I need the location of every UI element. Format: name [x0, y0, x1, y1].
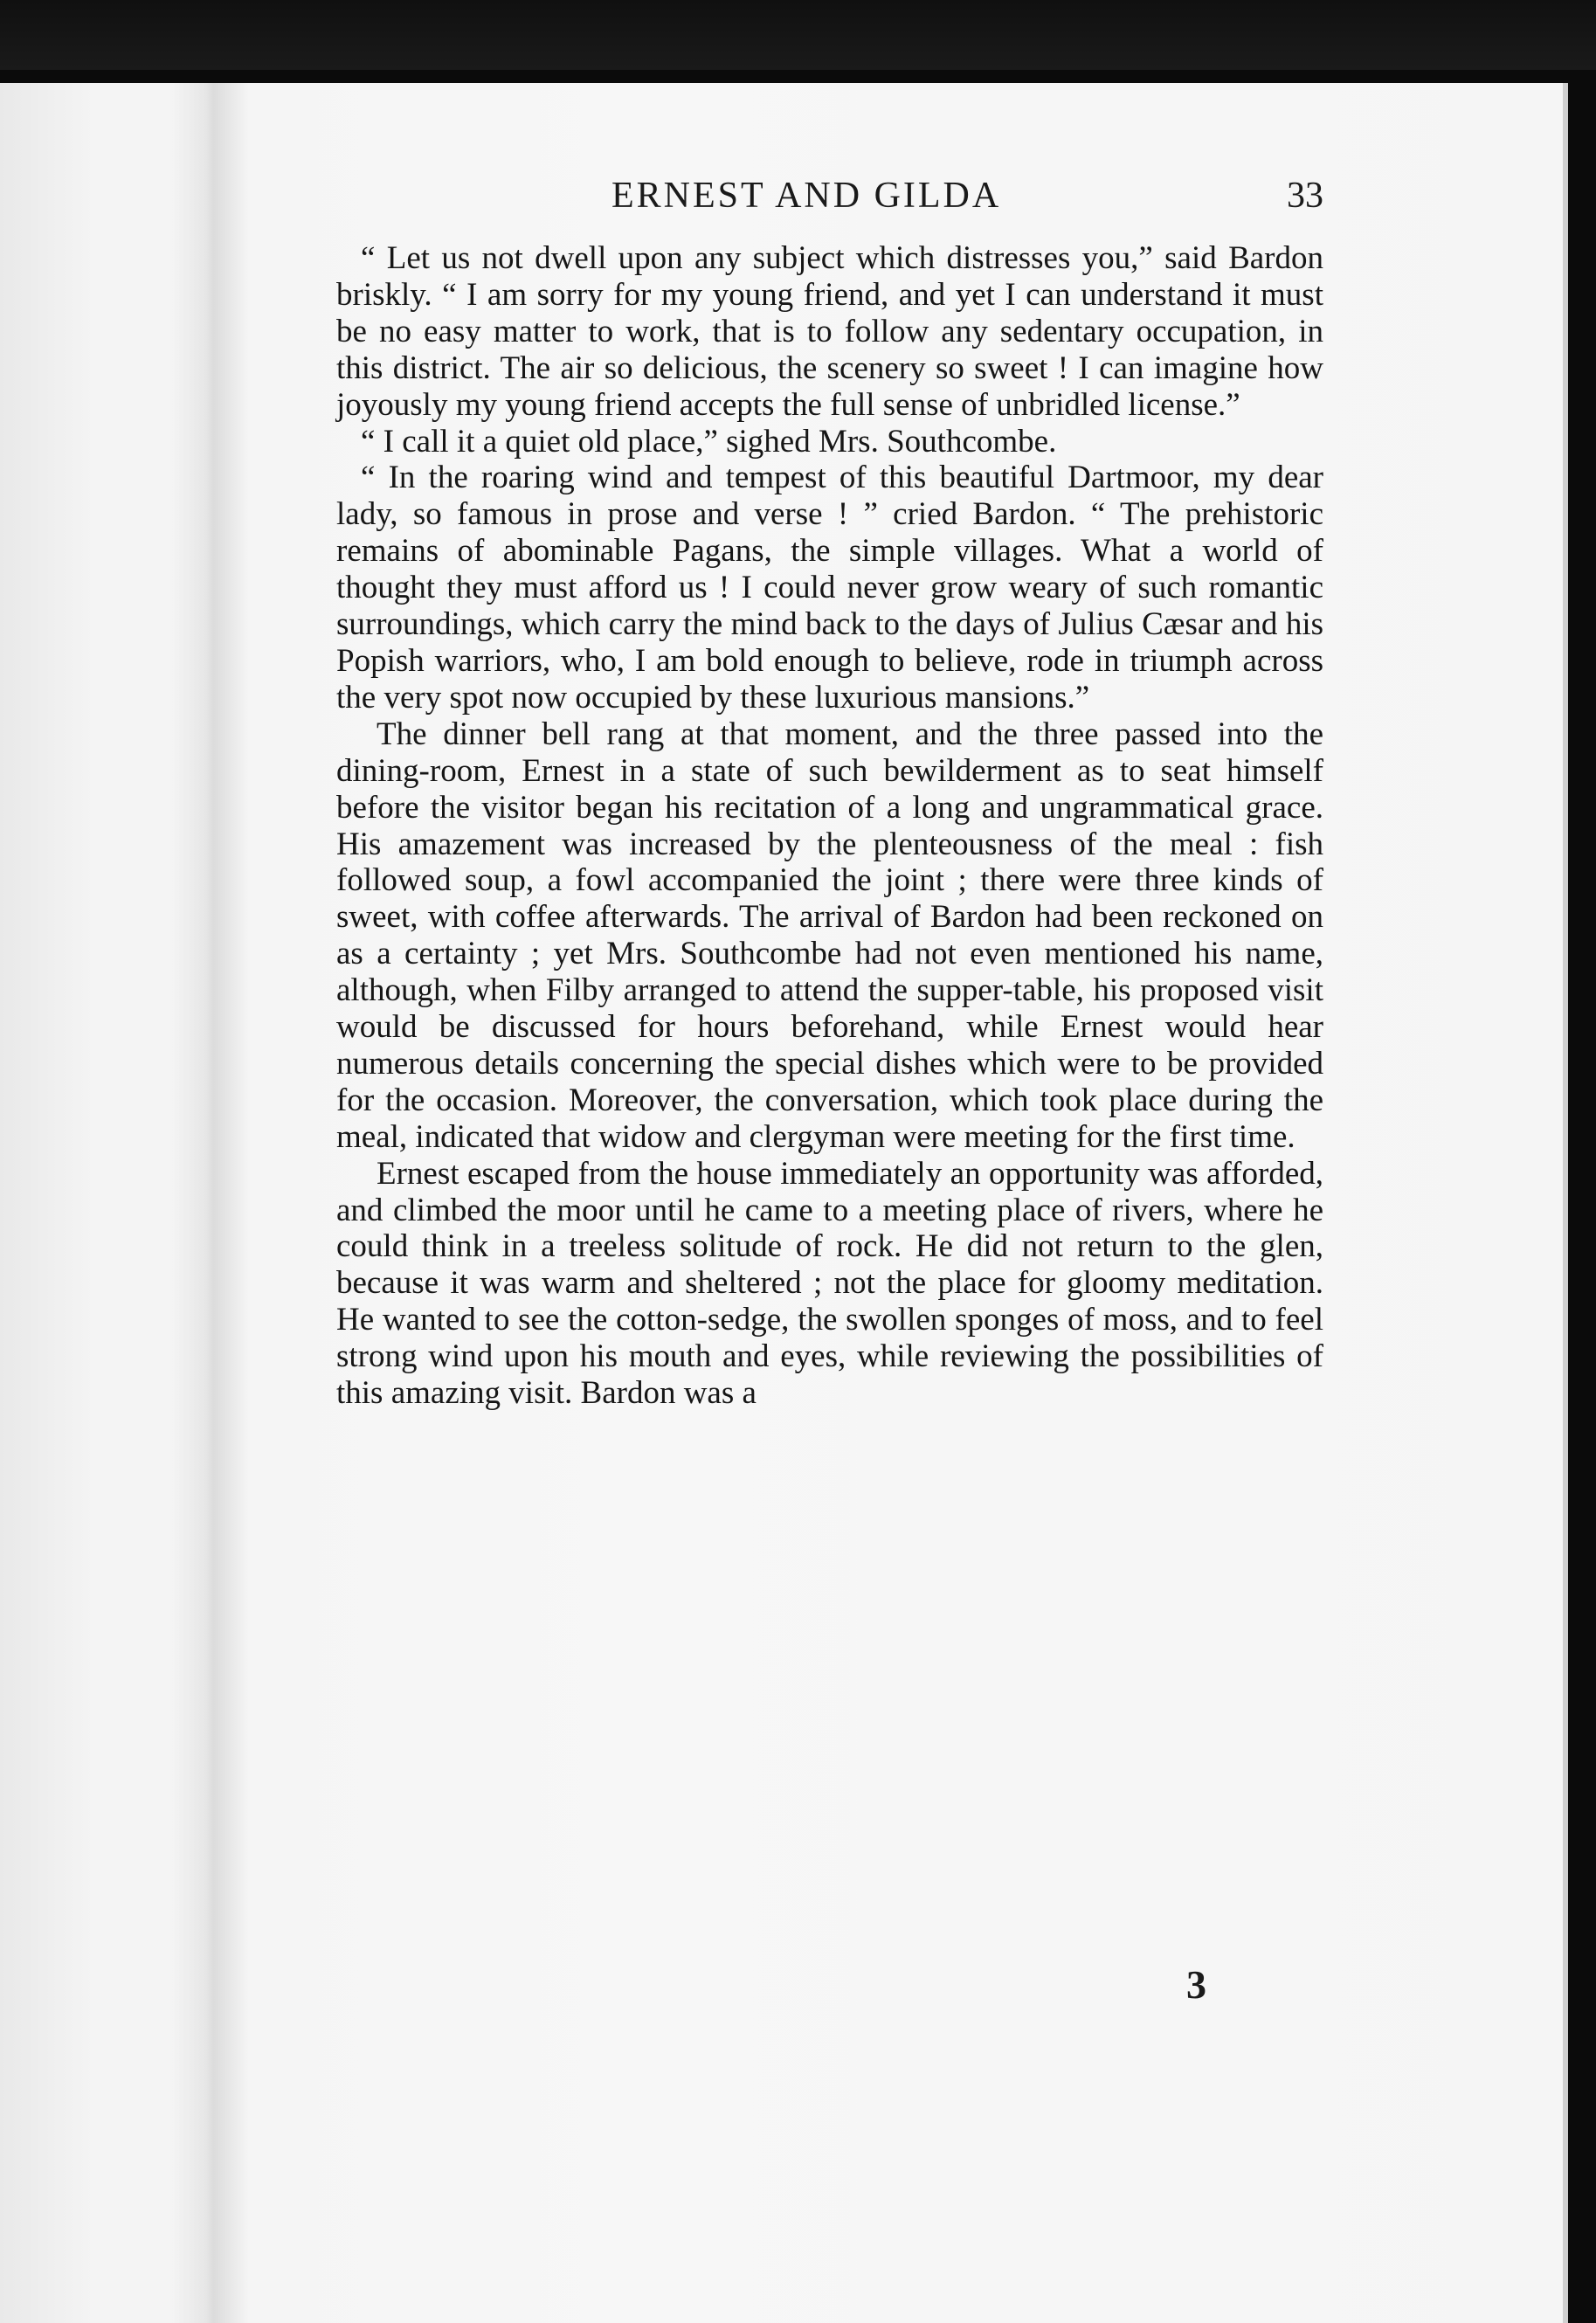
running-title: ERNEST AND GILDA	[611, 176, 1002, 216]
scan-top-border	[0, 0, 1596, 70]
paragraph: The dinner bell rang at that moment, and the three passed into the dining-room, Ernest in a state of such bewilderment as to seat himself before the visitor began his recitation of a long and ungrammatical grace. His amazement was increased by the plenteousness of the meal : fish followed soup, a fowl accompanied the joint ; there were three kinds of sweet, with coffee afterwards. The arrival of Bardon had been reckoned on as a certainty ; yet Mrs. Southcombe had not even mentioned his name, although, when Filby arranged to attend the supper-table, his proposed visit would be discussed for hours beforehand, while Ernest would hear numerous details concerning the special dishes which were to be provided for the occasion. Moreover, the conversation, which took place during the meal, indicated that widow and clergyman were meeting for the first time.	[336, 716, 1323, 1155]
paragraph: “ In the roaring wind and tempest of this beautiful Dartmoor, my dear lady, so famous in prose and verse ! ” cried Bardon. “ The prehistoric remains of abominable Pagans, the simple villages. What a world of thought they must afford us ! I could never grow weary of such romantic surroundings, which carry the mind back to the days of Julius Cæsar and his Popish warriors, who, I am bold enough to believe, rode in triumph across the very spot now occupied by these luxurious mansions.”	[336, 460, 1323, 716]
paragraph: Ernest escaped from the house immediately an opportunity was afforded, and climbed the moor until he came to a meeting place of rivers, where he could think in a treeless solitude of rock. He did not return to the glen, because it was warm and sheltered ; not the place for gloomy meditation. He wanted to see the cotton-sedge, the swollen sponges of moss, and to feel strong wind upon his mouth and eyes, while reviewing the possibilities of this amazing visit. Bardon was a	[336, 1155, 1323, 1412]
page-number: 33	[1287, 176, 1323, 216]
paragraph: “ I call it a quiet old place,” sighed Mrs. Southcombe.	[361, 423, 1057, 460]
binding-gutter-shadow	[170, 83, 249, 2323]
paragraph: “ Let us not dwell upon any subject which distresses you,” said Bardon briskly. “ I am sorry for my young friend, and yet I can understand it must be no easy matter to work, that is to follow any sedentary occupation, in this district. The air so delicious, the scenery so sweet ! I can imagine how joyously my young friend accepts the full sense of unbridled license.”	[336, 240, 1323, 423]
body-text	[336, 240, 1323, 1412]
page-edge	[1563, 83, 1568, 2323]
signature-mark: 3	[1186, 1962, 1206, 2007]
page-header	[336, 175, 1323, 227]
